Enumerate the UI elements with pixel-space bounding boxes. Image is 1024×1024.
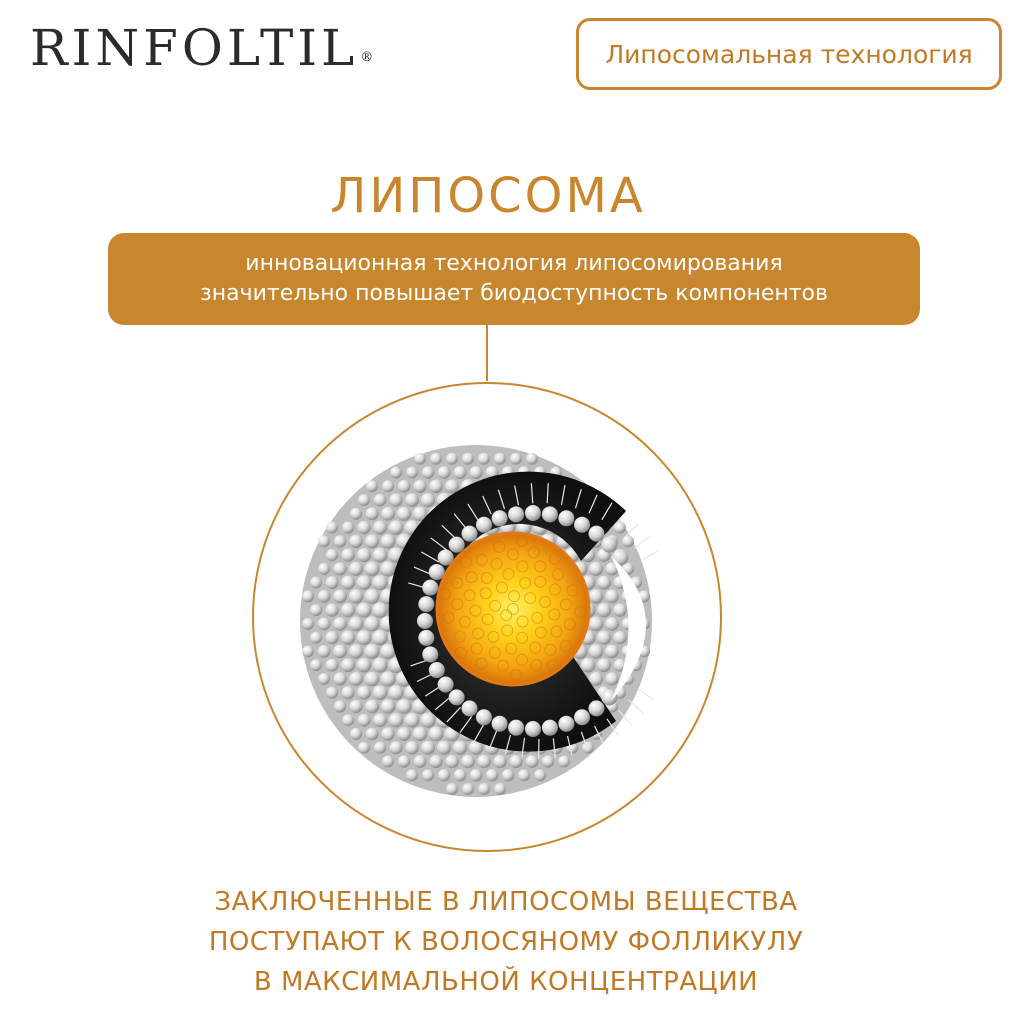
brand-logo-text: RINFOLTIL — [30, 19, 359, 77]
caption-line-1: ЗАКЛЮЧЕННЫЕ В ЛИПОСОМЫ ВЕЩЕСТВА — [214, 887, 798, 917]
technology-badge — [576, 18, 1002, 90]
registered-mark: ® — [360, 50, 374, 65]
caption-block — [0, 882, 1012, 1002]
info-box — [108, 233, 920, 325]
caption-line-2: ПОСТУПАЮТ К ВОЛОСЯНОМУ ФОЛЛИКУЛУ — [208, 927, 804, 957]
info-box-line-2: значительно повышает биодоступность компонентов — [200, 281, 828, 306]
caption-line-3: В МАКСИМАЛЬНОЙ КОНЦЕНТРАЦИИ — [253, 967, 759, 997]
connector-line — [486, 325, 488, 381]
technology-badge-label: Липосомальная технология — [605, 39, 973, 69]
brand-logo — [30, 18, 373, 78]
info-box-line-1: инновационная технология липосомирования — [245, 251, 783, 276]
liposome-illustration — [251, 381, 723, 853]
page-headline: ЛИПОСОМА — [330, 168, 646, 224]
